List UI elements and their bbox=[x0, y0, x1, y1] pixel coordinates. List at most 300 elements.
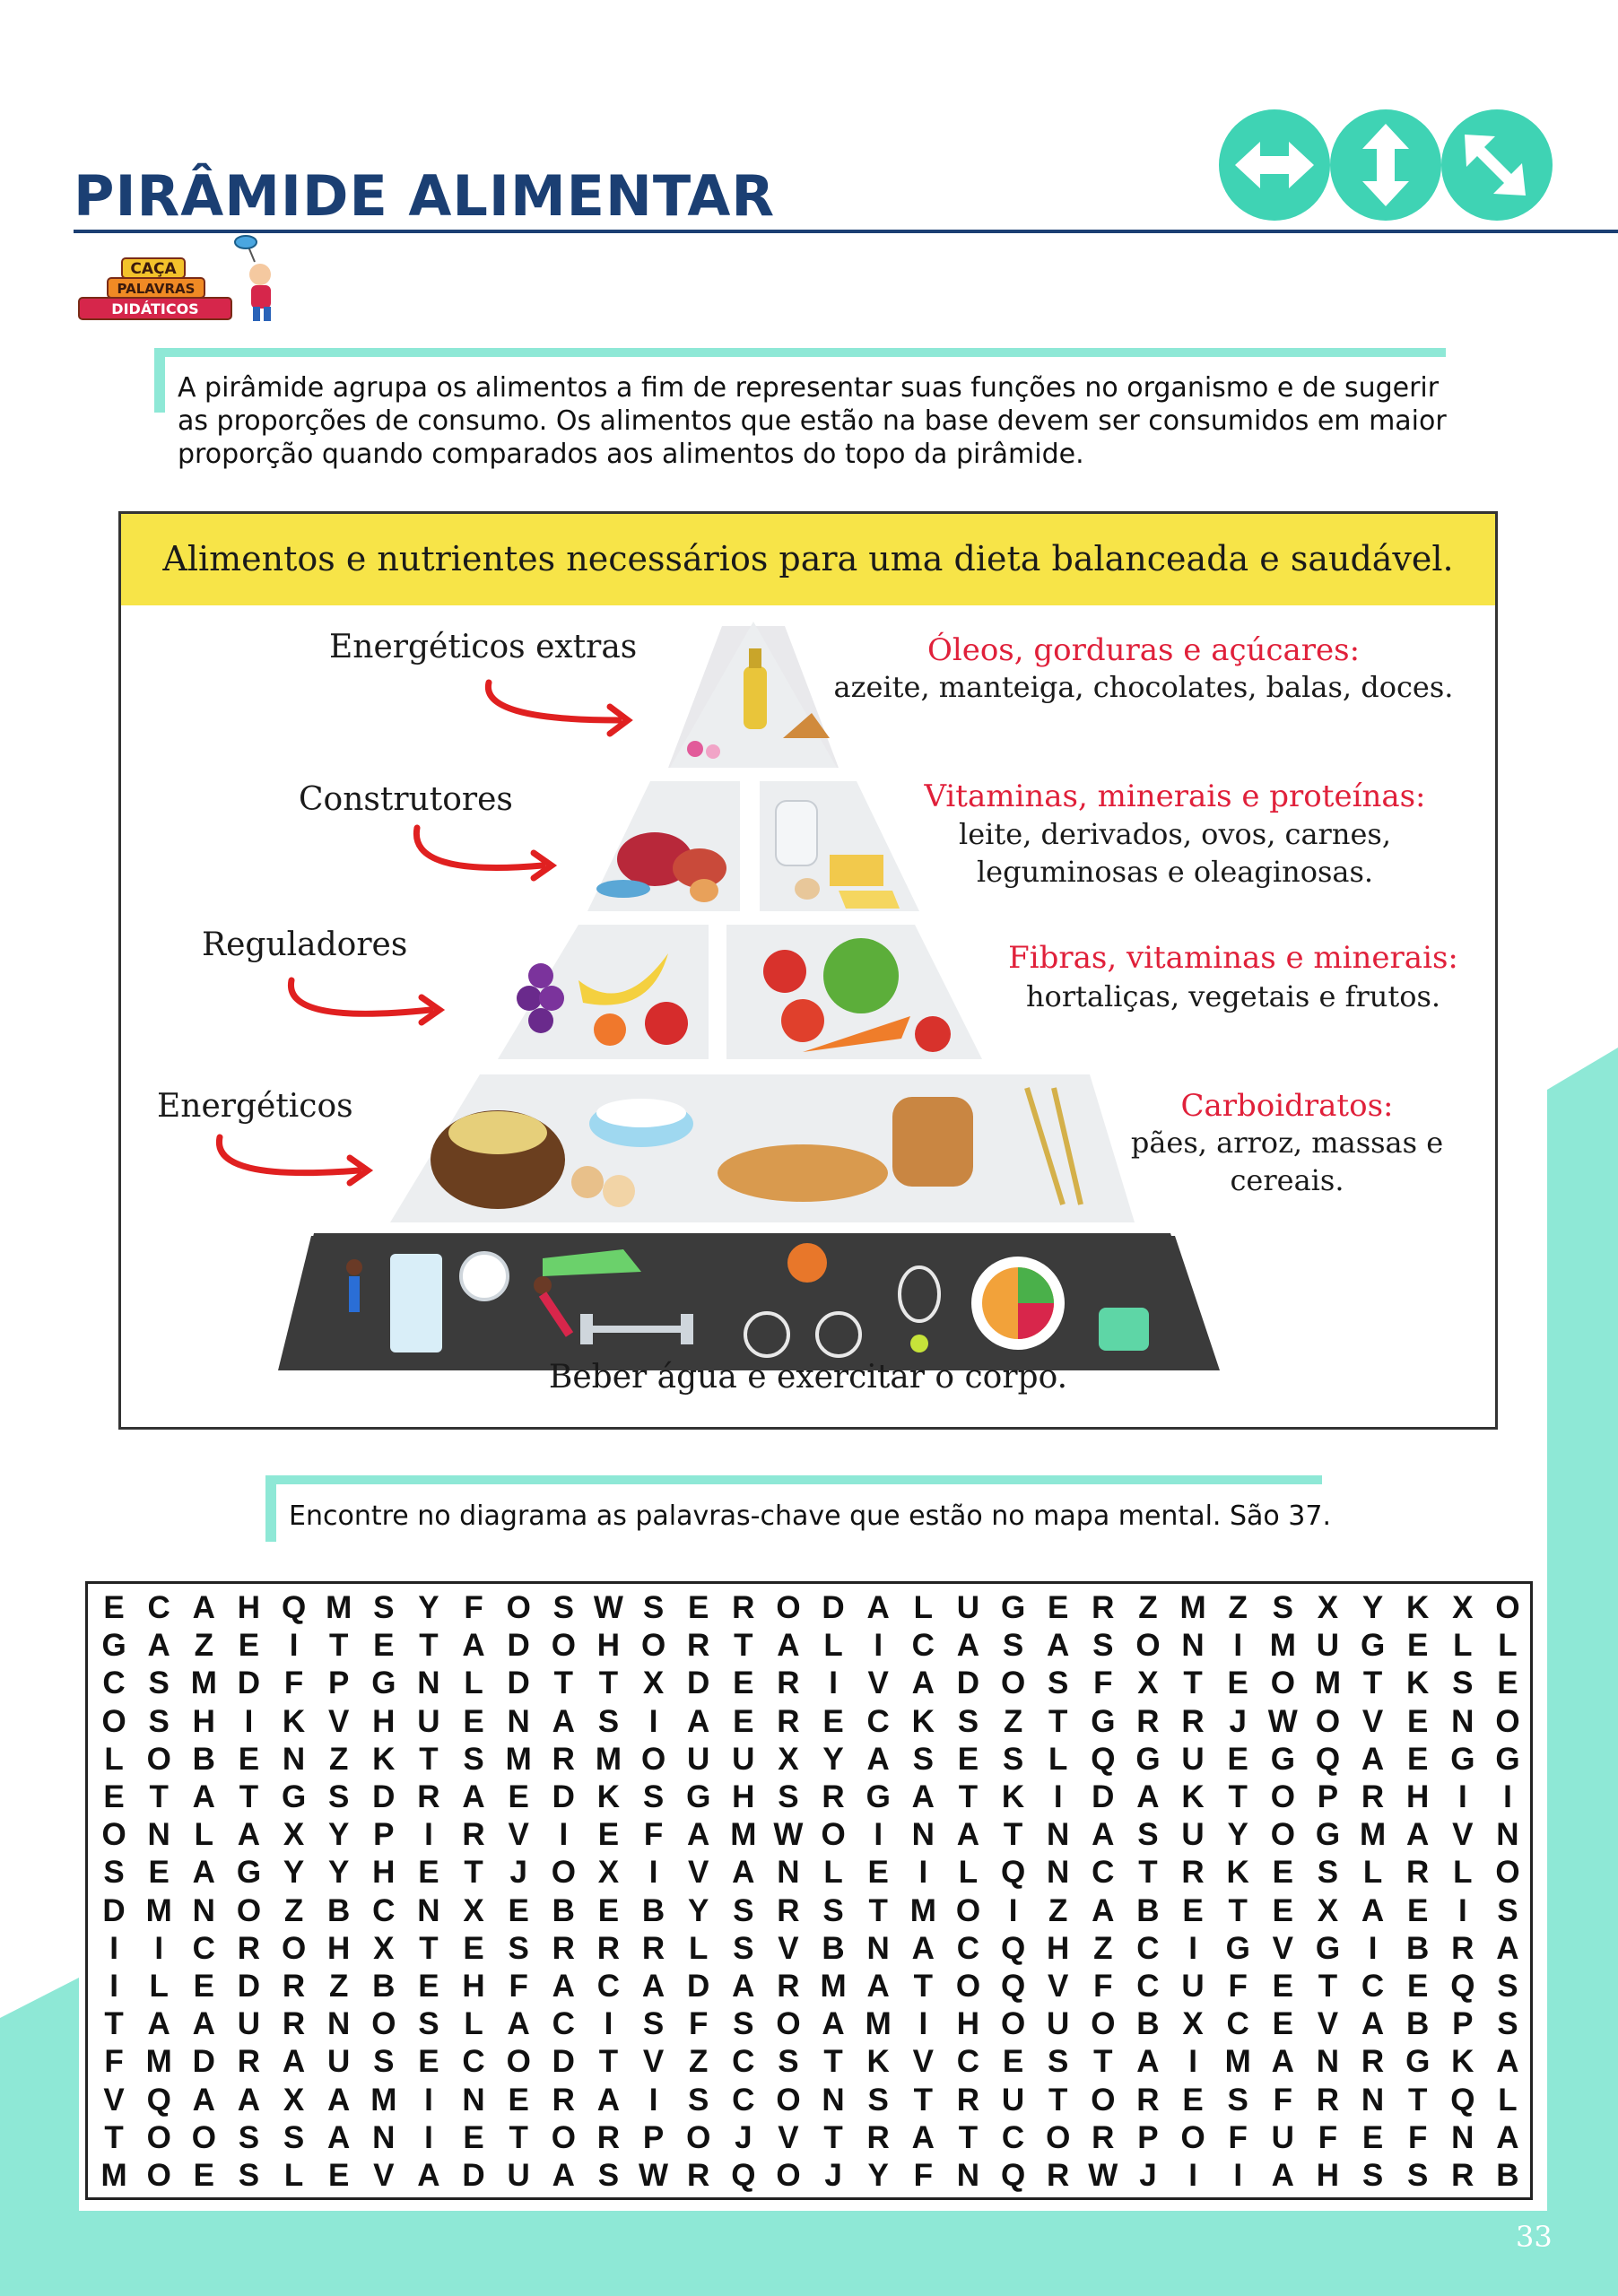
grid-letter[interactable]: S bbox=[238, 2119, 260, 2155]
grid-letter[interactable]: E bbox=[238, 1741, 260, 1777]
grid-letter[interactable]: B bbox=[192, 1741, 215, 1777]
grid-letter[interactable]: L bbox=[1453, 1628, 1473, 1664]
grid-letter[interactable]: M bbox=[820, 1969, 847, 2004]
grid-letter[interactable]: O bbox=[146, 2158, 171, 2193]
grid-letter[interactable]: H bbox=[237, 1590, 261, 1625]
grid-letter[interactable]: S bbox=[778, 2044, 799, 2080]
grid-letter[interactable]: N bbox=[1496, 1817, 1519, 1853]
grid-letter[interactable]: M bbox=[1314, 1665, 1342, 1701]
grid-letter[interactable]: M bbox=[145, 1892, 172, 1928]
grid-letter[interactable]: E bbox=[103, 1779, 125, 1814]
grid-letter[interactable]: A bbox=[596, 2082, 621, 2118]
grid-letter[interactable]: A bbox=[147, 1628, 170, 1664]
grid-letter[interactable]: O bbox=[1270, 1665, 1295, 1701]
grid-letter[interactable]: Z bbox=[328, 1969, 349, 2004]
grid-letter[interactable]: L bbox=[283, 2158, 304, 2193]
grid-letter[interactable]: O bbox=[1270, 1817, 1295, 1853]
grid-letter[interactable]: Z bbox=[1093, 1930, 1113, 1966]
grid-letter[interactable]: D bbox=[237, 1969, 261, 2004]
grid-letter[interactable]: K bbox=[282, 1703, 306, 1739]
grid-letter[interactable]: O bbox=[1000, 1665, 1026, 1701]
grid-letter[interactable]: Q bbox=[1450, 1969, 1475, 2004]
grid-letter[interactable]: S bbox=[1048, 2044, 1069, 2080]
grid-letter[interactable]: O bbox=[1046, 2119, 1071, 2155]
grid-letter[interactable]: O bbox=[146, 1741, 171, 1777]
grid-letter[interactable]: R bbox=[552, 2082, 575, 2118]
grid-letter[interactable]: T bbox=[419, 1741, 439, 1777]
grid-letter[interactable]: A bbox=[1361, 1741, 1385, 1777]
grid-letter[interactable]: E bbox=[1182, 1892, 1204, 1928]
grid-letter[interactable]: E bbox=[1407, 1892, 1429, 1928]
grid-letter[interactable]: C bbox=[1136, 1969, 1160, 2004]
grid-letter[interactable]: P bbox=[373, 1817, 395, 1853]
grid-letter[interactable]: T bbox=[868, 1892, 888, 1928]
grid-letter[interactable]: E bbox=[597, 1892, 620, 1928]
grid-letter[interactable]: D bbox=[1092, 1779, 1115, 1814]
grid-letter[interactable]: T bbox=[419, 1628, 439, 1664]
grid-letter[interactable]: H bbox=[327, 1930, 351, 1966]
grid-letter[interactable]: T bbox=[598, 1665, 619, 1701]
grid-letter[interactable]: O bbox=[506, 2044, 531, 2080]
grid-letter[interactable]: E bbox=[193, 1969, 214, 2004]
grid-letter[interactable]: T bbox=[1048, 1703, 1068, 1739]
grid-letter[interactable]: L bbox=[149, 1969, 169, 2004]
grid-letter[interactable]: C bbox=[956, 2044, 980, 2080]
grid-letter[interactable]: X bbox=[1317, 1892, 1339, 1928]
grid-letter[interactable]: Y bbox=[688, 1892, 709, 1928]
grid-letter[interactable]: K bbox=[1226, 1855, 1249, 1891]
grid-letter[interactable]: E bbox=[1227, 1665, 1248, 1701]
grid-letter[interactable]: Y bbox=[328, 1855, 350, 1891]
grid-letter[interactable]: E bbox=[733, 1703, 754, 1739]
grid-letter[interactable]: R bbox=[282, 1969, 306, 2004]
grid-letter[interactable]: I bbox=[648, 1703, 658, 1739]
grid-letter[interactable]: O bbox=[1495, 1703, 1520, 1739]
grid-letter[interactable]: F bbox=[913, 2158, 933, 2193]
grid-letter[interactable]: T bbox=[1362, 1665, 1383, 1701]
grid-letter[interactable]: X bbox=[597, 1855, 620, 1891]
grid-letter[interactable]: L bbox=[194, 1817, 213, 1853]
grid-letter[interactable]: E bbox=[238, 1628, 260, 1664]
grid-letter[interactable]: A bbox=[687, 1703, 710, 1739]
grid-letter[interactable]: F bbox=[643, 1817, 664, 1853]
grid-letter[interactable]: R bbox=[777, 1665, 800, 1701]
grid-letter[interactable]: Q bbox=[731, 2158, 756, 2193]
grid-letter[interactable]: S bbox=[957, 1703, 979, 1739]
grid-letter[interactable]: S bbox=[1452, 1665, 1474, 1701]
grid-letter[interactable]: X bbox=[373, 1930, 395, 1966]
grid-letter[interactable]: T bbox=[913, 2082, 933, 2118]
grid-letter[interactable]: G bbox=[281, 1779, 307, 1814]
grid-letter[interactable]: I bbox=[1188, 1930, 1197, 1966]
grid-letter[interactable]: A bbox=[417, 2158, 440, 2193]
grid-letter[interactable]: E bbox=[508, 1892, 529, 1928]
grid-letter[interactable]: S bbox=[1002, 1741, 1024, 1777]
grid-letter[interactable]: O bbox=[1495, 1590, 1520, 1625]
grid-letter[interactable]: O bbox=[551, 1855, 576, 1891]
grid-letter[interactable]: C bbox=[372, 1892, 396, 1928]
grid-letter[interactable]: U bbox=[687, 1741, 710, 1777]
grid-letter[interactable]: N bbox=[956, 2158, 980, 2193]
grid-letter[interactable]: R bbox=[417, 1779, 440, 1814]
grid-letter[interactable]: V bbox=[1361, 1703, 1384, 1739]
grid-letter[interactable]: S bbox=[733, 1930, 754, 1966]
grid-letter[interactable]: V bbox=[1272, 1930, 1293, 1966]
grid-letter[interactable]: F bbox=[464, 1590, 483, 1625]
grid-letter[interactable]: I bbox=[109, 1930, 118, 1966]
grid-letter[interactable]: X bbox=[1137, 1665, 1159, 1701]
grid-letter[interactable]: B bbox=[1496, 2158, 1519, 2193]
grid-letter[interactable]: Q bbox=[1000, 1969, 1026, 2004]
grid-letter[interactable]: A bbox=[866, 1590, 890, 1625]
grid-letter[interactable]: A bbox=[237, 2082, 261, 2118]
grid-letter[interactable]: O bbox=[191, 2119, 216, 2155]
grid-letter[interactable]: A bbox=[147, 2006, 170, 2042]
grid-letter[interactable]: A bbox=[1271, 2044, 1294, 2080]
grid-letter[interactable]: O bbox=[1270, 1779, 1295, 1814]
grid-letter[interactable]: W bbox=[773, 1817, 804, 1853]
grid-letter[interactable]: S bbox=[1048, 1665, 1069, 1701]
grid-letter[interactable]: A bbox=[1361, 2006, 1385, 2042]
grid-letter[interactable]: R bbox=[596, 2119, 621, 2155]
grid-letter[interactable]: R bbox=[956, 2082, 980, 2118]
grid-letter[interactable]: C bbox=[552, 2006, 575, 2042]
grid-letter[interactable]: O bbox=[821, 1817, 846, 1853]
grid-letter[interactable]: A bbox=[911, 1665, 935, 1701]
grid-letter[interactable]: G bbox=[1405, 2044, 1431, 2080]
grid-letter[interactable]: A bbox=[192, 2006, 215, 2042]
grid-letter[interactable]: A bbox=[462, 1779, 485, 1814]
grid-letter[interactable]: O bbox=[551, 1628, 576, 1664]
grid-letter[interactable]: A bbox=[732, 1855, 755, 1891]
grid-letter[interactable]: K bbox=[596, 1779, 621, 1814]
grid-letter[interactable]: O bbox=[776, 2158, 801, 2193]
grid-letter[interactable]: L bbox=[1048, 1741, 1068, 1777]
grid-letter[interactable]: U bbox=[237, 2006, 261, 2042]
grid-letter[interactable]: E bbox=[463, 1703, 484, 1739]
grid-letter[interactable]: C bbox=[866, 1703, 890, 1739]
grid-letter[interactable]: A bbox=[1047, 1628, 1070, 1664]
grid-letter[interactable]: E bbox=[103, 1590, 125, 1625]
grid-letter[interactable]: S bbox=[1497, 2006, 1518, 2042]
grid-letter[interactable]: E bbox=[148, 1855, 170, 1891]
grid-letter[interactable]: N bbox=[1047, 1817, 1070, 1853]
grid-letter[interactable]: J bbox=[735, 2119, 752, 2155]
grid-letter[interactable]: M bbox=[100, 2158, 127, 2193]
grid-letter[interactable]: H bbox=[1406, 1779, 1430, 1814]
grid-letter[interactable]: M bbox=[1179, 1590, 1206, 1625]
grid-letter[interactable]: E bbox=[957, 1741, 979, 1777]
grid-letter[interactable]: L bbox=[913, 1590, 933, 1625]
grid-letter[interactable]: O bbox=[281, 1930, 307, 1966]
grid-letter[interactable]: O bbox=[236, 1892, 262, 1928]
grid-letter[interactable]: T bbox=[734, 1628, 753, 1664]
grid-letter[interactable]: I bbox=[1368, 1930, 1378, 1966]
grid-letter[interactable]: U bbox=[1316, 1628, 1340, 1664]
grid-letter[interactable]: S bbox=[688, 2082, 709, 2118]
grid-letter[interactable]: A bbox=[192, 1855, 215, 1891]
grid-letter[interactable]: E bbox=[193, 2158, 214, 2193]
grid-letter[interactable]: G bbox=[1360, 1628, 1386, 1664]
grid-letter[interactable]: Y bbox=[867, 2158, 889, 2193]
grid-letter[interactable]: U bbox=[327, 2044, 351, 2080]
grid-letter[interactable]: Y bbox=[822, 1741, 844, 1777]
grid-letter[interactable]: R bbox=[1361, 1779, 1385, 1814]
grid-letter[interactable]: A bbox=[1361, 1892, 1385, 1928]
grid-letter[interactable]: V bbox=[778, 2119, 799, 2155]
grid-letter[interactable]: K bbox=[1406, 1665, 1430, 1701]
grid-letter[interactable]: Y bbox=[1227, 1817, 1248, 1853]
grid-letter[interactable]: S bbox=[822, 1892, 844, 1928]
grid-letter[interactable]: E bbox=[597, 1817, 620, 1853]
grid-letter[interactable]: C bbox=[732, 2082, 755, 2118]
grid-letter[interactable]: Z bbox=[1138, 1590, 1158, 1625]
grid-letter[interactable]: R bbox=[462, 1817, 485, 1853]
grid-letter[interactable]: D bbox=[507, 1665, 530, 1701]
grid-letter[interactable]: R bbox=[282, 2006, 306, 2042]
grid-letter[interactable]: B bbox=[641, 1892, 665, 1928]
grid-letter[interactable]: F bbox=[1228, 1969, 1248, 2004]
grid-letter[interactable]: A bbox=[822, 2006, 845, 2042]
grid-letter[interactable]: A bbox=[1496, 1930, 1519, 1966]
grid-letter[interactable]: Y bbox=[418, 1590, 439, 1625]
grid-letter[interactable]: T bbox=[239, 1779, 259, 1814]
grid-letter[interactable]: C bbox=[147, 1590, 170, 1625]
grid-letter[interactable]: R bbox=[1181, 1855, 1205, 1891]
grid-letter[interactable]: A bbox=[1406, 1817, 1430, 1853]
grid-letter[interactable]: A bbox=[1092, 1892, 1115, 1928]
grid-letter[interactable]: K bbox=[911, 1703, 935, 1739]
grid-letter[interactable]: C bbox=[911, 1628, 935, 1664]
grid-letter[interactable]: H bbox=[192, 1703, 215, 1739]
grid-letter[interactable]: A bbox=[1136, 1779, 1160, 1814]
grid-letter[interactable]: P bbox=[1452, 2006, 1474, 2042]
grid-letter[interactable]: P bbox=[1317, 1779, 1339, 1814]
grid-letter[interactable]: A bbox=[507, 2006, 530, 2042]
grid-letter[interactable]: O bbox=[506, 1590, 531, 1625]
grid-letter[interactable]: E bbox=[418, 1969, 439, 2004]
grid-letter[interactable]: Q bbox=[1000, 2158, 1026, 2193]
grid-letter[interactable]: V bbox=[103, 2082, 125, 2118]
grid-letter[interactable]: C bbox=[732, 2044, 755, 2080]
grid-letter[interactable]: T bbox=[553, 1665, 573, 1701]
grid-letter[interactable]: K bbox=[866, 2044, 890, 2080]
grid-letter[interactable]: G bbox=[1225, 1930, 1250, 1966]
grid-letter[interactable]: D bbox=[237, 1665, 261, 1701]
grid-letter[interactable]: O bbox=[101, 1703, 126, 1739]
grid-letter[interactable]: T bbox=[1318, 1969, 1338, 2004]
grid-letter[interactable]: S bbox=[1272, 1590, 1293, 1625]
grid-letter[interactable]: X bbox=[283, 1817, 305, 1853]
grid-letter[interactable]: T bbox=[823, 2044, 843, 2080]
grid-letter[interactable]: L bbox=[1453, 1855, 1473, 1891]
grid-letter[interactable]: T bbox=[598, 2044, 619, 2080]
grid-letter[interactable]: O bbox=[1495, 1855, 1520, 1891]
grid-letter[interactable]: A bbox=[327, 2119, 351, 2155]
grid-letter[interactable]: F bbox=[1407, 2119, 1428, 2155]
grid-letter[interactable]: R bbox=[1316, 2082, 1340, 2118]
grid-letter[interactable]: L bbox=[104, 1741, 124, 1777]
grid-letter[interactable]: O bbox=[1315, 1703, 1341, 1739]
grid-letter[interactable]: S bbox=[1497, 1892, 1518, 1928]
grid-letter[interactable]: D bbox=[462, 2158, 485, 2193]
grid-letter[interactable]: Z bbox=[283, 1892, 304, 1928]
grid-letter[interactable]: S bbox=[912, 1741, 934, 1777]
grid-letter[interactable]: N bbox=[911, 1817, 935, 1853]
grid-letter[interactable]: S bbox=[148, 1665, 170, 1701]
grid-letter[interactable]: T bbox=[823, 2119, 843, 2155]
grid-letter[interactable]: I bbox=[244, 1703, 254, 1739]
grid-letter[interactable]: A bbox=[282, 2044, 306, 2080]
grid-letter[interactable]: S bbox=[733, 1892, 754, 1928]
grid-letter[interactable]: W bbox=[639, 2158, 669, 2193]
grid-letter[interactable]: S bbox=[642, 1590, 665, 1625]
grid-letter[interactable]: F bbox=[1273, 2082, 1292, 2118]
grid-letter[interactable]: R bbox=[1047, 2158, 1070, 2193]
grid-letter[interactable]: G bbox=[1450, 1741, 1475, 1777]
grid-letter[interactable]: W bbox=[1267, 1703, 1298, 1739]
grid-letter[interactable]: T bbox=[913, 1969, 933, 2004]
grid-letter[interactable]: D bbox=[956, 1665, 980, 1701]
grid-letter[interactable]: I bbox=[874, 1628, 883, 1664]
grid-letter[interactable]: N bbox=[507, 1703, 530, 1739]
grid-letter[interactable]: M bbox=[865, 2006, 892, 2042]
grid-letter[interactable]: E bbox=[1407, 1628, 1429, 1664]
grid-letter[interactable]: R bbox=[237, 1930, 261, 1966]
grid-letter[interactable]: C bbox=[1361, 1969, 1385, 2004]
grid-letter[interactable]: R bbox=[1092, 1590, 1115, 1625]
grid-letter[interactable]: M bbox=[505, 1741, 532, 1777]
grid-letter[interactable]: G bbox=[1270, 1741, 1295, 1777]
grid-letter[interactable]: O bbox=[1180, 2119, 1205, 2155]
grid-letter[interactable]: M bbox=[909, 1892, 936, 1928]
grid-letter[interactable]: R bbox=[1136, 1703, 1160, 1739]
grid-letter[interactable]: V bbox=[688, 1855, 709, 1891]
grid-letter[interactable]: N bbox=[147, 1817, 170, 1853]
grid-letter[interactable]: D bbox=[552, 2044, 575, 2080]
grid-letter[interactable]: T bbox=[1093, 2044, 1113, 2080]
grid-letter[interactable]: A bbox=[687, 1817, 710, 1853]
grid-letter[interactable]: L bbox=[823, 1628, 843, 1664]
grid-letter[interactable]: F bbox=[1093, 1665, 1113, 1701]
grid-letter[interactable]: E bbox=[1272, 1892, 1293, 1928]
grid-letter[interactable]: O bbox=[1000, 2006, 1026, 2042]
grid-letter[interactable]: X bbox=[1452, 1590, 1474, 1625]
grid-letter[interactable]: I bbox=[1188, 2044, 1197, 2080]
grid-letter[interactable]: E bbox=[1407, 1741, 1429, 1777]
grid-letter[interactable]: A bbox=[192, 1590, 215, 1625]
grid-letter[interactable]: M bbox=[730, 1817, 757, 1853]
grid-letter[interactable]: A bbox=[956, 1817, 980, 1853]
grid-letter[interactable]: M bbox=[326, 1590, 352, 1625]
grid-letter[interactable]: E bbox=[1407, 1969, 1429, 2004]
grid-letter[interactable]: E bbox=[733, 1665, 754, 1701]
grid-letter[interactable]: K bbox=[372, 1741, 396, 1777]
grid-letter[interactable]: O bbox=[955, 1892, 981, 1928]
grid-letter[interactable]: A bbox=[866, 1741, 890, 1777]
grid-letter[interactable]: S bbox=[148, 1703, 170, 1739]
grid-letter[interactable]: T bbox=[1407, 2082, 1428, 2118]
grid-letter[interactable]: O bbox=[101, 1817, 126, 1853]
grid-letter[interactable]: E bbox=[1272, 2006, 1293, 2042]
grid-letter[interactable]: C bbox=[1226, 2006, 1249, 2042]
grid-letter[interactable]: N bbox=[192, 1892, 215, 1928]
grid-letter[interactable]: N bbox=[372, 2119, 396, 2155]
grid-letter[interactable]: H bbox=[462, 1969, 485, 2004]
grid-letter[interactable]: S bbox=[1407, 2158, 1429, 2193]
grid-letter[interactable]: T bbox=[419, 1930, 439, 1966]
grid-letter[interactable]: N bbox=[417, 1892, 440, 1928]
grid-letter[interactable]: V bbox=[642, 2044, 665, 2080]
grid-letter[interactable]: Q bbox=[1000, 1855, 1026, 1891]
grid-letter[interactable]: B bbox=[1136, 1892, 1160, 1928]
grid-letter[interactable]: E bbox=[328, 2158, 350, 2193]
grid-letter[interactable]: U bbox=[1001, 2082, 1025, 2118]
grid-letter[interactable]: V bbox=[373, 2158, 395, 2193]
grid-letter[interactable]: R bbox=[1451, 1930, 1474, 1966]
grid-letter[interactable]: E bbox=[1002, 2044, 1024, 2080]
grid-letter[interactable]: I bbox=[648, 2082, 658, 2118]
grid-letter[interactable]: M bbox=[1269, 1628, 1296, 1664]
grid-letter[interactable]: I bbox=[1188, 2158, 1197, 2193]
grid-letter[interactable]: B bbox=[822, 1930, 845, 1966]
grid-letter[interactable]: A bbox=[956, 1628, 980, 1664]
grid-letter[interactable]: C bbox=[956, 1930, 980, 1966]
grid-letter[interactable]: N bbox=[777, 1855, 800, 1891]
grid-letter[interactable]: N bbox=[1451, 1703, 1474, 1739]
grid-letter[interactable]: R bbox=[641, 1930, 665, 1966]
grid-letter[interactable]: E bbox=[867, 1855, 889, 1891]
grid-letter[interactable]: V bbox=[912, 2044, 934, 2080]
grid-letter[interactable]: A bbox=[732, 1969, 755, 2004]
grid-letter[interactable]: X bbox=[1182, 2006, 1204, 2042]
grid-letter[interactable]: S bbox=[463, 1741, 484, 1777]
grid-letter[interactable]: E bbox=[688, 1590, 709, 1625]
grid-letter[interactable]: R bbox=[237, 2044, 261, 2080]
grid-letter[interactable]: Y bbox=[283, 1855, 305, 1891]
grid-letter[interactable]: Z bbox=[1003, 1703, 1023, 1739]
grid-letter[interactable]: L bbox=[464, 2006, 483, 2042]
grid-letter[interactable]: S bbox=[328, 1779, 350, 1814]
grid-letter[interactable]: N bbox=[1451, 2119, 1474, 2155]
grid-letter[interactable]: S bbox=[373, 2044, 395, 2080]
grid-letter[interactable]: H bbox=[372, 1855, 396, 1891]
grid-letter[interactable]: O bbox=[955, 1969, 981, 2004]
grid-letter[interactable]: U bbox=[1271, 2119, 1294, 2155]
grid-letter[interactable]: R bbox=[822, 1779, 845, 1814]
grid-letter[interactable]: L bbox=[464, 1665, 483, 1701]
grid-letter[interactable]: A bbox=[641, 1969, 665, 2004]
grid-letter[interactable]: F bbox=[283, 1665, 304, 1701]
grid-letter[interactable]: R bbox=[777, 1703, 800, 1739]
grid-letter[interactable]: O bbox=[371, 2006, 396, 2042]
grid-letter[interactable]: T bbox=[1003, 1817, 1023, 1853]
grid-letter[interactable]: E bbox=[1497, 1665, 1518, 1701]
grid-letter[interactable]: T bbox=[509, 2119, 528, 2155]
grid-letter[interactable]: Z bbox=[1048, 1892, 1068, 1928]
grid-letter[interactable]: L bbox=[1498, 2082, 1518, 2118]
grid-letter[interactable]: H bbox=[956, 2006, 980, 2042]
grid-letter[interactable]: A bbox=[911, 1930, 935, 1966]
grid-letter[interactable]: O bbox=[640, 1628, 666, 1664]
grid-letter[interactable]: D bbox=[372, 1779, 396, 1814]
grid-letter[interactable]: E bbox=[1227, 1741, 1248, 1777]
grid-letter[interactable]: T bbox=[1138, 1855, 1158, 1891]
grid-letter[interactable]: R bbox=[687, 2158, 710, 2193]
grid-letter[interactable]: F bbox=[509, 1969, 528, 2004]
grid-letter[interactable]: H bbox=[732, 1779, 755, 1814]
grid-letter[interactable]: E bbox=[1048, 1590, 1069, 1625]
